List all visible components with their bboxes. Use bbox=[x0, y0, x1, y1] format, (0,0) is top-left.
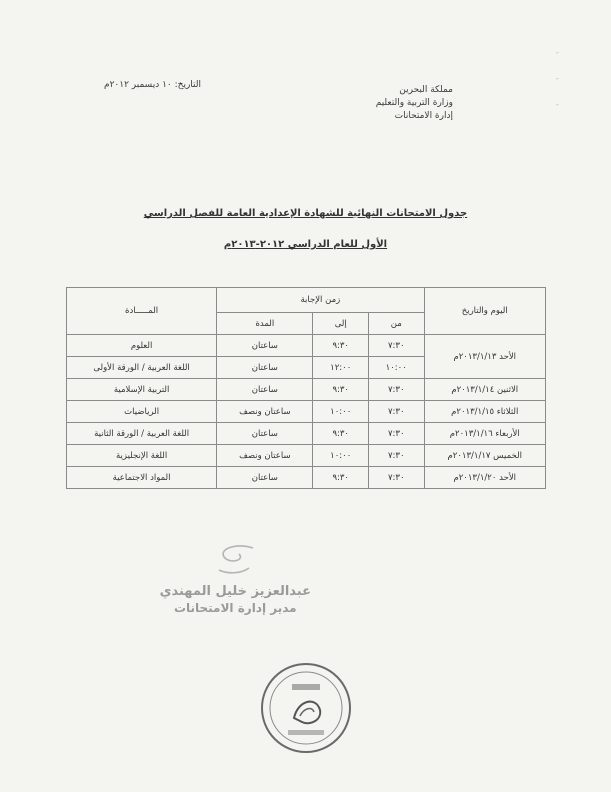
cell-to: ١٢:٠٠ bbox=[313, 357, 369, 379]
official-stamp-icon bbox=[258, 660, 354, 756]
exam-schedule-table bbox=[66, 287, 546, 489]
header-subject: المـــــادة bbox=[67, 288, 217, 335]
cell-to: ٩:٣٠ bbox=[313, 467, 369, 489]
cell-subject: المواد الاجتماعية bbox=[67, 467, 217, 489]
cell-to: ١٠:٠٠ bbox=[313, 445, 369, 467]
cell-day: الأحد ٢٠١٣/١/١٣م bbox=[424, 335, 546, 379]
cell-duration: ساعتان bbox=[217, 467, 313, 489]
cell-from: ٧:٣٠ bbox=[368, 379, 424, 401]
table-row bbox=[67, 335, 546, 357]
scan-marks: - - - bbox=[555, 48, 559, 110]
cell-day: الأحد ٢٠١٣/١/٢٠م bbox=[424, 467, 546, 489]
cell-to: ٩:٣٠ bbox=[313, 379, 369, 401]
table-row bbox=[67, 423, 546, 445]
cell-duration: ساعتان ونصف bbox=[217, 445, 313, 467]
org-line-kingdom: مملكة البحرين bbox=[399, 85, 453, 95]
schedule-title: جدول الامتحانات النهائية للشهادة الإعدادية العامة للفصل الدراسي bbox=[143, 208, 468, 219]
cell-day: الاثنين ٢٠١٣/١/١٤م bbox=[424, 379, 546, 401]
org-header bbox=[376, 84, 453, 123]
org-line-ministry: وزارة التربية والتعليم bbox=[375, 98, 453, 108]
cell-to: ٩:٣٠ bbox=[313, 423, 369, 445]
table-row bbox=[67, 379, 546, 401]
table-row bbox=[67, 445, 546, 467]
cell-duration: ساعتان bbox=[217, 335, 313, 357]
table-row bbox=[67, 401, 546, 423]
cell-subject: التربية الإسلامية bbox=[67, 379, 217, 401]
header-duration: المدة bbox=[217, 313, 313, 335]
header-day-date: اليوم والتاريخ bbox=[424, 288, 546, 335]
table-row bbox=[67, 467, 546, 489]
cell-day: الأربعاء ٢٠١٣/١/١٦م bbox=[424, 423, 546, 445]
cell-to: ١٠:٠٠ bbox=[313, 401, 369, 423]
signature-scribble-icon bbox=[205, 540, 265, 580]
signatory-title: مدير إدارة الامتحانات bbox=[173, 601, 297, 615]
header-answer-time: زمن الإجابة bbox=[217, 288, 424, 313]
cell-duration: ساعتان ونصف bbox=[217, 401, 313, 423]
signatory-name: عبدالعزيز خليل المهندي bbox=[159, 584, 311, 599]
cell-day: الخميس ٢٠١٣/١/١٧م bbox=[424, 445, 546, 467]
cell-from: ٧:٣٠ bbox=[368, 423, 424, 445]
cell-to: ٩:٣٠ bbox=[313, 335, 369, 357]
cell-subject: اللغة العربية / الورقة الأولى bbox=[67, 357, 217, 379]
cell-from: ٧:٣٠ bbox=[368, 445, 424, 467]
cell-day: الثلاثاء ٢٠١٣/١/١٥م bbox=[424, 401, 546, 423]
cell-subject: العلوم bbox=[67, 335, 217, 357]
cell-from: ٧:٣٠ bbox=[368, 335, 424, 357]
org-line-directorate: إدارة الامتحانات bbox=[394, 111, 453, 121]
schedule-subtitle: الأول للعام الدراسي ٢٠١٢-٢٠١٣م bbox=[223, 239, 388, 250]
cell-subject: اللغة الإنجليزية bbox=[67, 445, 217, 467]
cell-duration: ساعتان bbox=[217, 379, 313, 401]
cell-duration: ساعتان bbox=[217, 423, 313, 445]
cell-subject: اللغة العربية / الورقة الثانية bbox=[67, 423, 217, 445]
cell-duration: ساعتان bbox=[217, 357, 313, 379]
cell-subject: الرياضيات bbox=[67, 401, 217, 423]
document-date: التاريخ: ١٠ ديسمبر ٢٠١٢م bbox=[104, 80, 202, 90]
cell-from: ٧:٣٠ bbox=[368, 467, 424, 489]
header-from: من bbox=[368, 313, 424, 335]
table-header-row bbox=[67, 288, 546, 313]
cell-from: ١٠:٠٠ bbox=[368, 357, 424, 379]
header-to: إلى bbox=[313, 313, 369, 335]
cell-from: ٧:٣٠ bbox=[368, 401, 424, 423]
signature-block bbox=[160, 540, 311, 615]
